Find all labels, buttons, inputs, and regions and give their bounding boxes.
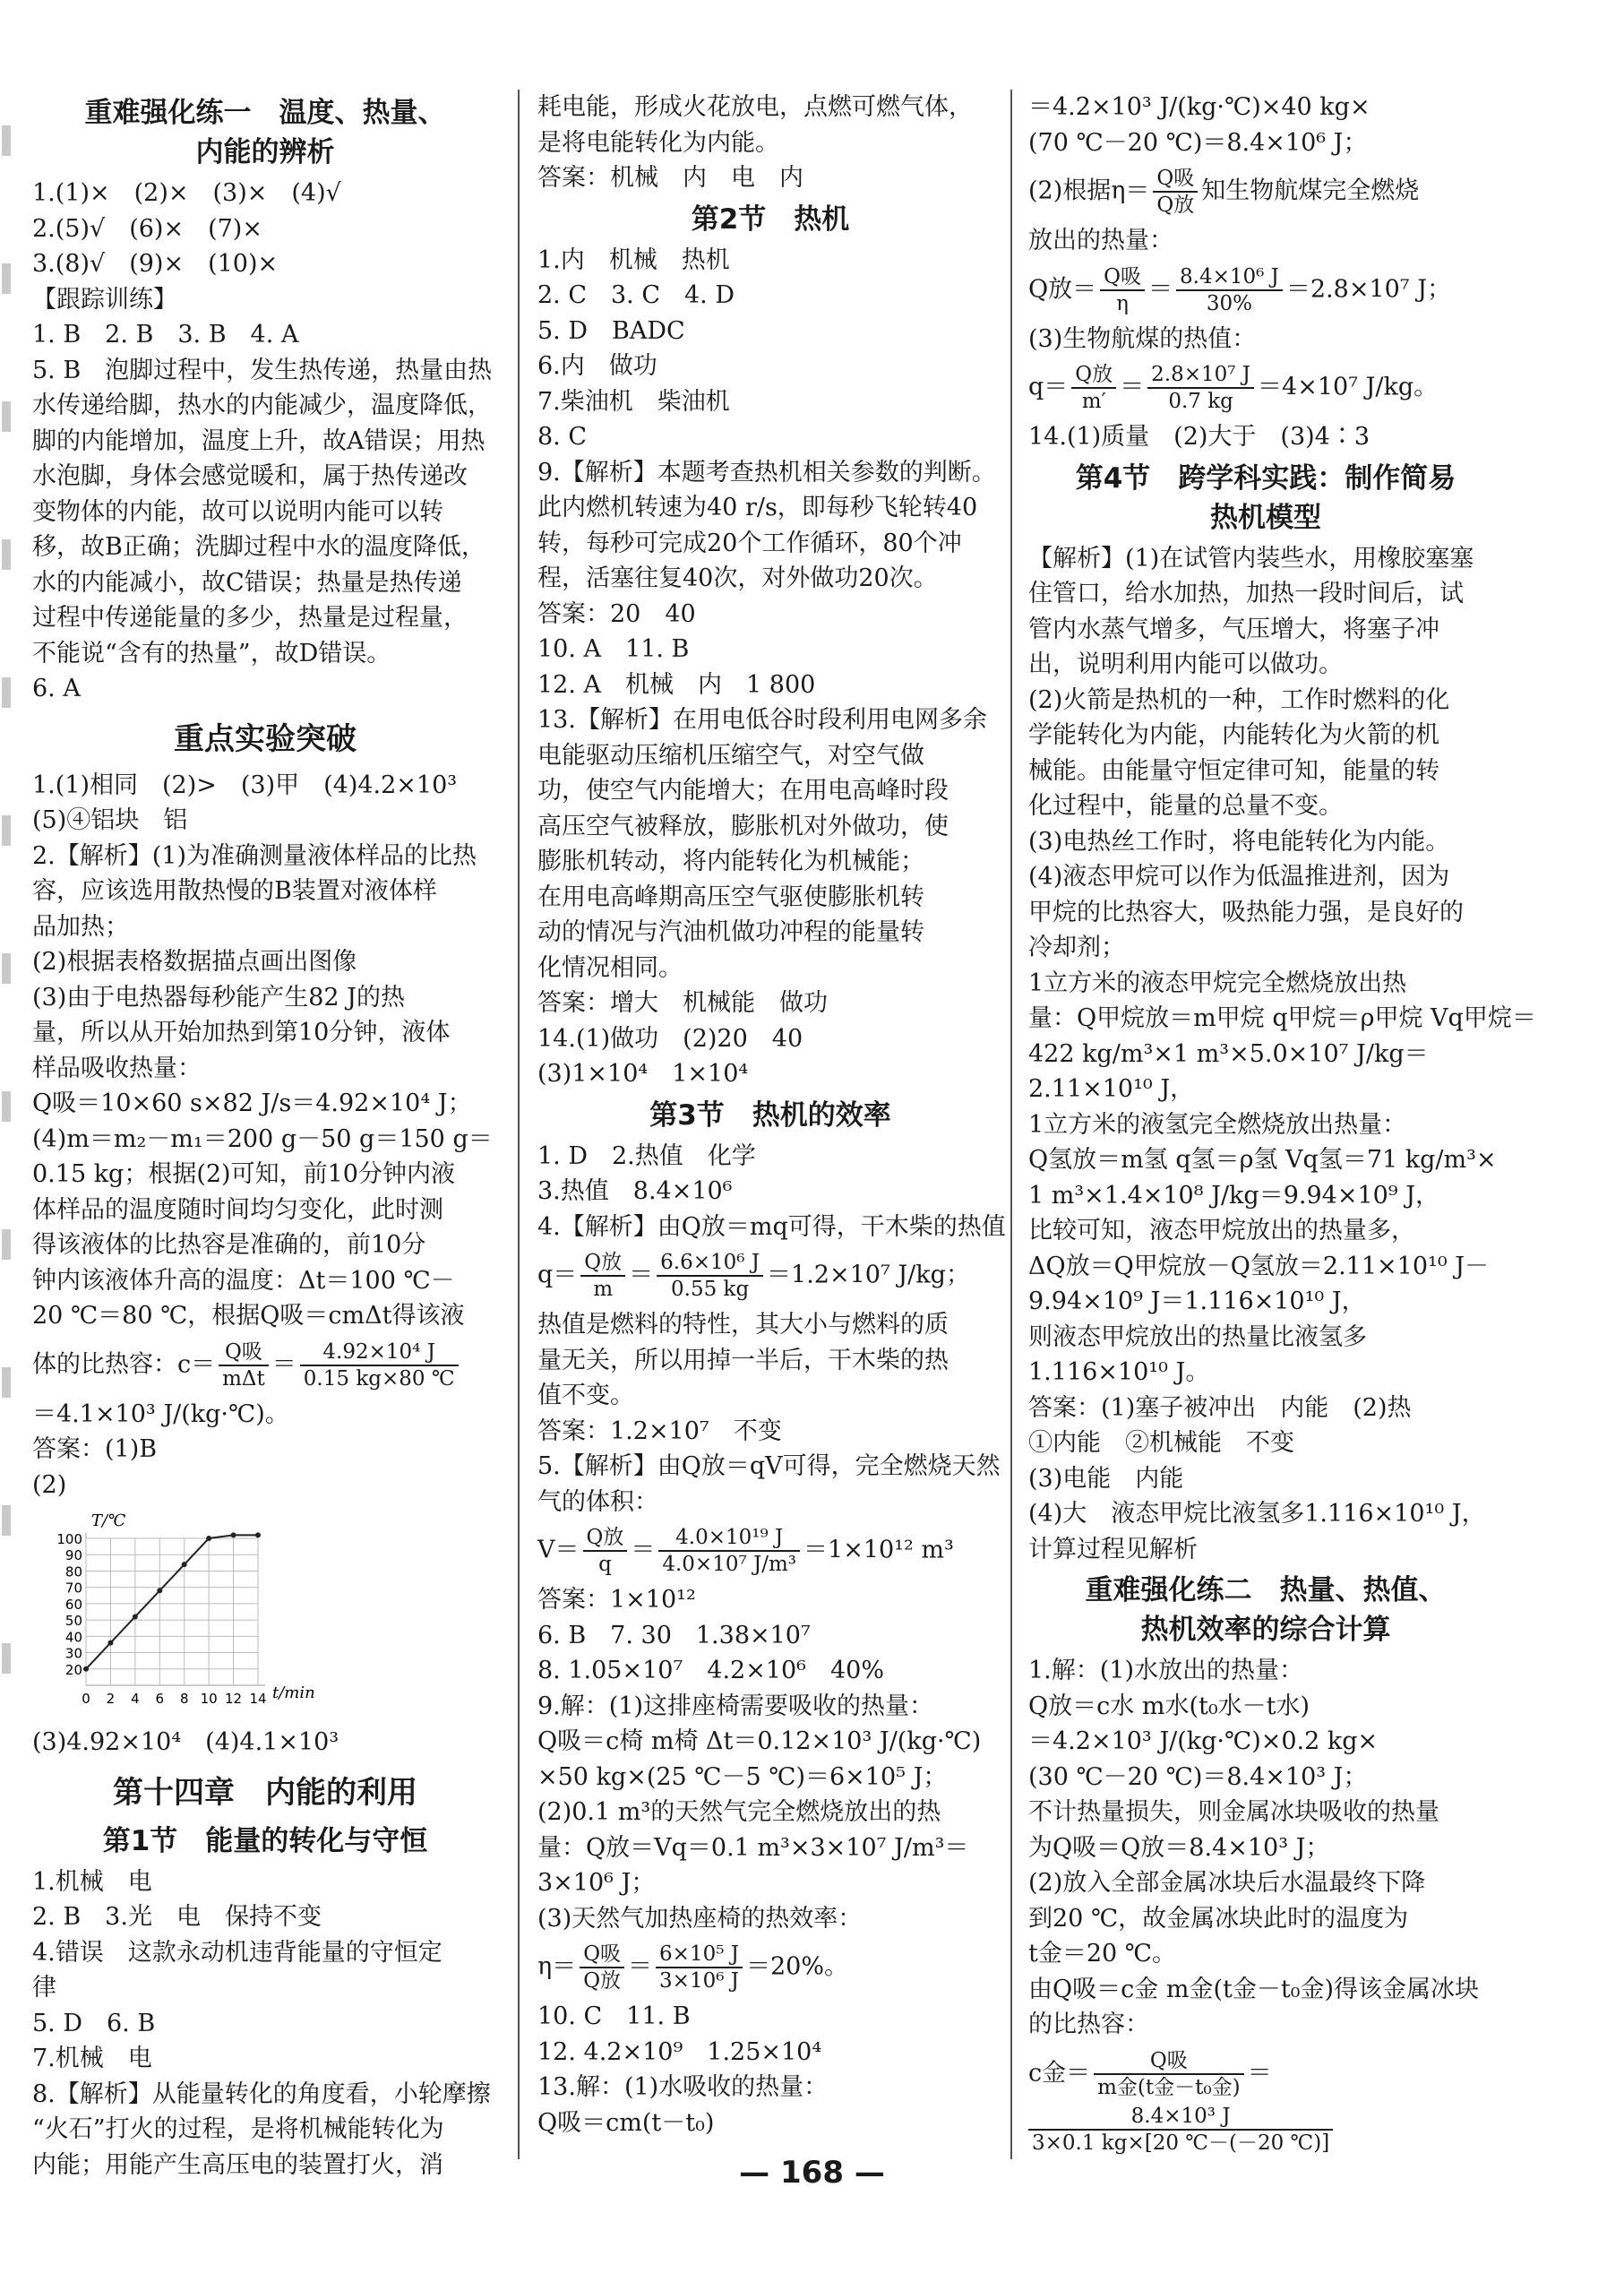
answer-block (32, 768, 498, 1334)
temperature-curve (86, 1535, 258, 1668)
formula-text: ＝ (628, 1952, 653, 1981)
formula-efficiency-def (1028, 160, 1503, 223)
section-title-1 (32, 93, 498, 172)
fraction (1028, 2104, 1333, 2156)
denominator: 0.55 kg (671, 1278, 750, 1301)
formula-specific-heat (32, 1334, 498, 1397)
y-tick-label: 60 (64, 1596, 82, 1613)
text-line: (2)0.1 m³的天然气完全燃烧放出的热 (537, 1798, 941, 1826)
answer-block (32, 176, 498, 707)
formula-text: ＝1×10¹² m³ (803, 1536, 954, 1564)
text-line: 转，每秒可完成20个工作循环，80个冲 (537, 529, 962, 557)
fraction (1071, 362, 1116, 414)
text-line: (3)4.92×10⁴ (4)4.1×10³ (32, 1728, 339, 1756)
numerator: 8.4×10³ J (1028, 2104, 1333, 2131)
fraction (300, 1339, 459, 1391)
formula-text: ＝ (631, 1536, 656, 1564)
text-line: 程，活塞往复40次，对外做功20次。 (537, 564, 938, 592)
text-line: 5. D 6. B (32, 2009, 156, 2037)
text-line: 3.热值 8.4×10⁶ (537, 1177, 733, 1205)
formula-efficiency (537, 1936, 1003, 1999)
x-tick-label: 10 (200, 1691, 218, 1707)
text-line: 水的内能减小，故C错误；热量是热传递 (32, 568, 462, 597)
text-line: Q氢放＝m氢 q氢＝ρ氢 Vq氢＝71 kg/m³× (1028, 1146, 1497, 1174)
text-line: Q吸＝cm(t－t₀) (537, 2108, 715, 2137)
formula-text: c金＝ (1028, 2059, 1091, 2087)
text-line: 动的情况与汽油机做功冲程的能量转 (537, 918, 924, 946)
text-line: 体样品的温度随时间均匀变化，此时测 (32, 1195, 443, 1224)
text-line: 脚的内能增加，温度上升，故A错误；用热 (32, 426, 485, 455)
text-line: 6. B 7. 30 1.38×10⁷ (537, 1621, 811, 1649)
text-line: 学能转化为内能，内能转化为火箭的机 (1028, 721, 1439, 749)
text-line: 4.【解析】由Q放＝mq可得，干木柴的热值 (537, 1212, 1006, 1241)
text-line: 到20 ℃，故金属冰块此时的温度为 (1028, 1904, 1409, 1933)
text-line: (4)液态甲烷可以作为低温推进剂，因为 (1028, 863, 1450, 891)
formula-text: (2)根据η＝ (1028, 177, 1150, 205)
text-line: 14.(1)做功 (2)20 40 (537, 1024, 803, 1053)
numerator: Q放 (580, 1250, 625, 1277)
y-tick-label: 50 (64, 1613, 82, 1630)
section-title-5: 第3节 热机的效率 (649, 1098, 891, 1132)
text-line: (4)大 液态甲烷比液氢多1.116×10¹⁰ J， (1028, 1500, 1486, 1528)
text-line: 冷却剂； (1028, 934, 1125, 961)
text-line: (3)生物航煤的热值： (1028, 324, 1257, 353)
column-3 (1028, 90, 1536, 2161)
formula-text: η＝ (537, 1952, 577, 1981)
fraction (219, 1339, 269, 1391)
text-line: (2)根据表格数据描点画出图像 (32, 948, 357, 976)
text-line: 由Q吸＝c金 m金(t金－t₀金)得该金属冰块 (1028, 1975, 1480, 2003)
answer-block (537, 1307, 1003, 1520)
text-line: 8. 1.05×10⁷ 4.2×10⁶ 40% (537, 1657, 885, 1684)
formula-text: ＝2.8×10⁷ J； (1285, 275, 1452, 303)
text-line: 3.(8)√ (9)× (10)× (32, 250, 279, 278)
denominator: η (1116, 291, 1129, 315)
text-line: 出，说明利用内能可以做功。 (1028, 650, 1343, 678)
text-line: 2.11×10¹⁰ J， (1028, 1075, 1195, 1103)
text-line: 1. D 2.热值 化学 (537, 1141, 756, 1170)
text-line: 答案：增大 机械能 做功 (537, 989, 828, 1017)
y-axis-ticks (56, 1531, 82, 1678)
formula-text: 体的比热容：c＝ (32, 1350, 216, 1378)
text-line: 量无关，所以用掉一半后，干木柴的热 (537, 1346, 949, 1374)
y-tick-label: 40 (64, 1629, 82, 1646)
fraction (657, 1250, 763, 1302)
x-tick-label: 12 (225, 1691, 243, 1707)
section-title-line: 第4节 跨学科实践：制作简易 (1075, 461, 1456, 495)
text-line: (2)放入全部金属冰块后水温最终下降 (1028, 1869, 1426, 1897)
x-tick-label: 8 (179, 1691, 189, 1707)
fraction (1153, 166, 1198, 218)
data-point (107, 1640, 113, 1646)
formula-gas-volume (537, 1520, 1003, 1582)
fraction (656, 1942, 743, 1994)
denominator: m′ (1081, 390, 1106, 413)
data-points (83, 1532, 261, 1671)
denominator: 3×10⁶ J (659, 1969, 739, 1993)
y-tick-label: 100 (56, 1531, 82, 1547)
text-line: Q吸＝10×60 s×82 J/s＝4.92×10⁴ J； (32, 1089, 472, 1117)
data-point (157, 1588, 162, 1593)
answer-block (537, 90, 1003, 196)
text-line: 放出的热量： (1028, 227, 1173, 254)
text-line: 化过程中，能量的总量不变。 (1028, 792, 1343, 820)
text-line: 品加热； (32, 912, 129, 941)
text-line: 9.【解析】本题考查热机相关参数的判断。 (537, 458, 996, 487)
text-line: 答案：1.2×10⁷ 不变 (537, 1417, 782, 1445)
text-line: (3)天然气加热座椅的热效率： (537, 1904, 863, 1933)
text-line: 1.机械 电 (32, 1867, 152, 1896)
data-point (231, 1532, 236, 1537)
text-line: ΔQ放＝Q甲烷放－Q氢放＝2.11×10¹⁰ J－ (1028, 1252, 1490, 1280)
answer-block (1028, 322, 1503, 357)
fraction (580, 1250, 625, 1302)
denominator: Q放 (583, 1969, 622, 1993)
text-line: 答案：20 40 (537, 599, 696, 628)
formula-text: q＝ (537, 1261, 578, 1289)
fraction (1147, 362, 1254, 414)
column-divider-2 (1010, 90, 1012, 2159)
binding-margin (0, 125, 13, 2007)
formula-text: ＝ (271, 1350, 296, 1378)
text-line: 械能。由能量守恒定律可知，能量的转 (1028, 756, 1439, 785)
text-line: 不能说“含有的热量”，故D错误。 (32, 639, 391, 667)
section-title-6 (1028, 459, 1503, 538)
text-line: 9.94×10⁹ J＝1.116×10¹⁰ J， (1028, 1287, 1366, 1315)
text-line: 甲烷的比热容大，吸热能力强，是良好的 (1028, 898, 1464, 926)
text-line: 2.(5)√ (6)× (7)× (32, 214, 262, 243)
text-line: (3)电热丝工作时，将电能转化为内能。 (1028, 827, 1450, 856)
text-line: 6. A (32, 675, 81, 702)
text-line: 内能；用能产生高压电的装置打火，消 (32, 2150, 443, 2179)
formula-text: ＝4×10⁷ J/kg。 (1258, 373, 1439, 401)
text-line: Q放＝c水 m水(t₀水－t水) (1028, 1692, 1310, 1720)
text-line: 5.【解析】由Q放＝qV可得，完全燃烧天然 (537, 1452, 1001, 1480)
text-line: 钟内该液体升高的温度：Δt＝100 ℃－ (32, 1266, 455, 1295)
formula-text: V＝ (537, 1536, 580, 1564)
formula-text: 知生物航煤完全燃烧 (1201, 177, 1420, 205)
text-line: ×50 kg×(25 ℃－5 ℃)＝6×10⁵ J； (537, 1762, 948, 1791)
numerator: Q吸 (1100, 264, 1145, 291)
text-line: 化情况相同。 (537, 953, 683, 982)
text-line: 10. A 11. B (537, 635, 690, 663)
y-tick-label: 80 (64, 1563, 82, 1580)
grid-lines (86, 1538, 258, 1685)
text-line: 4.错误 这款永动机违背能量的守恒定 (32, 1938, 443, 1967)
text-line: 答案：(1)B (32, 1435, 158, 1463)
denominator: Q放 (1156, 194, 1195, 217)
denominator: mΔt (222, 1366, 265, 1391)
text-line: 耗电能，形成火花放电，点燃可燃气体， (537, 93, 973, 121)
section-title-line: 热机效率的综合计算 (1140, 1614, 1391, 1646)
text-line: 8.【解析】从能量转化的角度看，小轮摩擦 (32, 2080, 491, 2108)
text-line: 13.【解析】在用电低谷时段利用电网多余 (537, 706, 987, 734)
text-line: 膨胀机转动，将内能转化为机械能； (537, 848, 924, 875)
denominator: q (598, 1553, 612, 1576)
text-line: ＝4.1×10³ J/(kg·℃)。 (32, 1399, 289, 1428)
y-axis-label: T/℃ (91, 1511, 126, 1530)
y-tick-label: 30 (64, 1645, 82, 1662)
y-tick-label: 90 (64, 1547, 82, 1564)
formula-metal-specific-heat (1028, 2043, 1503, 2161)
text-line: 功，使空气内能增大；在用电高峰时段 (537, 777, 949, 805)
text-line: 热值是燃料的特性，其大小与燃料的质 (537, 1311, 949, 1339)
answer-block (32, 1397, 498, 1503)
numerator: Q吸 (580, 1942, 624, 1968)
y-tick-label: 70 (64, 1580, 82, 1597)
text-line: 答案：(1)塞子被冲出 内能 (2)热 (1028, 1393, 1412, 1422)
text-line: 管内水蒸气增多，气压增大，将塞子冲 (1028, 615, 1439, 643)
formula-text: ＝ (1247, 2059, 1272, 2087)
fraction (1100, 264, 1145, 316)
answer-block (1028, 90, 1503, 160)
answer-block (32, 1864, 498, 2183)
text-line: 容，应该选用散热慢的B装置对液体样 (32, 877, 437, 905)
formula-text: ＝ (1120, 373, 1145, 401)
text-line: 答案：机械 内 电 内 (537, 164, 803, 192)
text-line: 住管口，给水加热，加热一段时间后，试 (1028, 580, 1464, 607)
text-line: 电能驱动压缩机压缩空气，对空气做 (537, 741, 924, 770)
numerator: 2.8×10⁷ J (1147, 362, 1254, 389)
fraction (658, 1525, 800, 1577)
x-tick-label: 4 (131, 1691, 140, 1707)
formula-heat-released (1028, 259, 1503, 322)
text-line: 1.(1)× (2)× (3)× (4)√ (32, 179, 341, 207)
numerator: 8.4×10⁶ J (1176, 264, 1283, 291)
formula-text: ＝ (629, 1261, 654, 1289)
text-line: 12. 4.2×10⁹ 1.25×10⁴ (537, 2037, 822, 2066)
text-line: 为Q吸＝Q放＝8.4×10³ J； (1028, 1833, 1330, 1862)
text-line: 9.解：(1)这排座椅需要吸收的热量： (537, 1692, 934, 1720)
text-line: 1.116×10¹⁰ J。 (1028, 1358, 1210, 1386)
formula-text: Q放＝ (1028, 275, 1097, 303)
formula-heat-value (537, 1244, 1003, 1307)
column-divider-1 (518, 90, 520, 2159)
formula-text: q＝ (1028, 373, 1069, 401)
text-line: 1立方米的液氢完全燃烧放出热量： (1028, 1110, 1407, 1139)
y-tick-label: 20 (64, 1661, 82, 1678)
text-line: 2. C 3. C 4. D (537, 281, 735, 309)
numerator: Q吸 (219, 1339, 269, 1366)
formula-fuel-value (1028, 357, 1503, 419)
text-line: (5)④铝块 铝 (32, 806, 188, 834)
text-line: “火石”打火的过程，是将机械能转化为 (32, 2115, 444, 2143)
text-line: 计算过程见解析 (1028, 1535, 1198, 1563)
text-line: 则液态甲烷放出的热量比液氢多 (1028, 1322, 1367, 1351)
answer-block (537, 1999, 1003, 2140)
denominator: 0.15 kg×80 ℃ (303, 1366, 455, 1391)
text-line: 20 ℃＝80 ℃，根据Q吸＝cmΔt得该液 (32, 1302, 465, 1330)
text-line: 1 m³×1.4×10⁸ J/kg＝9.94×10⁹ J， (1028, 1181, 1440, 1210)
text-line: 1.内 机械 热机 (537, 245, 730, 274)
text-line: 水传递给脚，热水的内能减少，温度降低， (32, 392, 492, 419)
answer-block (1028, 541, 1536, 1568)
column-2 (537, 90, 1006, 2140)
text-line: (30 ℃－20 ℃)＝8.4×10³ J； (1028, 1762, 1368, 1791)
section-title-7 (1028, 1571, 1503, 1649)
section-title-2: 重点实验突破 (174, 720, 357, 757)
numerator: 4.92×10⁴ J (300, 1339, 459, 1366)
section-title-line: 重难强化练二 热量、热值、 (1085, 1574, 1447, 1606)
text-line: Q吸＝c椅 m椅 Δt＝0.12×10³ J/(kg·℃) (537, 1727, 982, 1755)
numerator: 6.6×10⁶ J (657, 1250, 763, 1277)
text-line: (2)火箭是热机的一种，工作时燃料的化 (1028, 685, 1450, 714)
text-line: 答案：1×10¹² (537, 1586, 696, 1614)
text-line: 的比热容： (1028, 2011, 1149, 2038)
text-line: 高压空气被释放，膨胀机对外做功，使 (537, 812, 949, 840)
text-line: ＝4.2×10³ J/(kg·℃)×0.2 kg× (1028, 1727, 1379, 1755)
text-line: (3)由于电热器每秒能产生82 J的热 (32, 983, 406, 1012)
text-line: 得该液体的比热容是准确的，前10分 (32, 1231, 426, 1259)
text-line: 8. C (537, 423, 588, 451)
text-line: 水泡脚，身体会感觉暖和，属于热传递改 (32, 462, 468, 490)
formula-text: ＝ (1148, 275, 1173, 303)
text-line: 样品吸收热量： (32, 1054, 202, 1082)
text-line: 是将电能转化为内能。 (537, 128, 779, 157)
column-1 (32, 90, 498, 2183)
section-title-line: 重难强化练一 温度、热量、 (84, 97, 446, 129)
data-point (255, 1532, 261, 1537)
numerator: 4.0×10¹⁹ J (658, 1525, 800, 1552)
text-line: 不计热量损失，则金属冰块吸收的热量 (1028, 1798, 1439, 1826)
text-line: ①内能 ②机械能 不变 (1028, 1429, 1294, 1457)
section-title-line: 热机模型 (1210, 501, 1321, 534)
answer-block (32, 1725, 498, 1761)
section-title-line: 内能的辨析 (195, 136, 335, 168)
data-point (133, 1614, 138, 1619)
fraction (1176, 264, 1283, 316)
text-line: 气的体积： (537, 1487, 658, 1516)
text-line: 13.解：(1)水吸收的热量： (537, 2073, 829, 2101)
chapter-title: 第十四章 内能的利用 (113, 1774, 417, 1811)
answer-block (1028, 223, 1503, 259)
text-line: (3)1×10⁴ 1×10⁴ (537, 1060, 749, 1088)
text-line: 量：Q甲烷放＝m甲烷 q甲烷＝ρ甲烷 Vq甲烷＝ (1028, 1004, 1536, 1032)
text-line: (2) (32, 1470, 67, 1499)
x-tick-label: 14 (249, 1691, 267, 1707)
x-axis-ticks (82, 1691, 266, 1707)
denominator: m (593, 1278, 614, 1301)
text-line: 在用电高峰期高压空气驱使膨胀机转 (537, 883, 924, 911)
denominator: 3×0.1 kg×[20 ℃－(－20 ℃)] (1032, 2131, 1330, 2155)
text-line: 3×10⁶ J； (537, 1869, 656, 1897)
formula-text: ＝1.2×10⁷ J/kg； (767, 1261, 970, 1289)
text-line: 过程中传递能量的多少，热量是过程量， (32, 604, 468, 632)
fraction (583, 1525, 628, 1577)
text-line: 变物体的内能，故可以说明内能可以转 (32, 497, 443, 526)
text-line: 【跟踪训练】 (32, 285, 177, 314)
graph-grid (86, 1533, 265, 1685)
text-line: 12. A 机械 内 1 800 (537, 670, 816, 699)
denominator: m金(t金－t₀金) (1097, 2075, 1241, 2099)
text-line: 10. C 11. B (537, 2002, 691, 2030)
text-line: 量：Q放＝Vq＝0.1 m³×3×10⁷ J/m³＝ (537, 1833, 969, 1862)
answer-block (537, 1582, 1003, 1936)
answer-block (537, 1139, 1006, 1245)
data-point (206, 1536, 211, 1541)
text-line: 1.解：(1)水放出的热量： (1028, 1657, 1304, 1684)
answer-block (537, 243, 1003, 1092)
page-number: — 168 — (739, 2155, 885, 2191)
numerator: Q吸 (1153, 166, 1198, 193)
data-point (83, 1666, 89, 1672)
x-axis-label: t/min (272, 1684, 315, 1702)
fraction (580, 1942, 624, 1994)
x-tick-label: 6 (155, 1691, 165, 1707)
text-line: 5. D BADC (537, 316, 685, 345)
text-line: (4)m＝m₂－m₁＝200 g－50 g＝150 g＝ (32, 1124, 493, 1153)
numerator: Q放 (583, 1525, 628, 1552)
numerator: Q放 (1071, 362, 1116, 389)
text-line: 比较可知，液态甲烷放出的热量多， (1028, 1217, 1415, 1244)
x-tick-label: 2 (106, 1691, 116, 1707)
text-line: 6.内 做功 (537, 352, 657, 380)
formula-text: ＝20%。 (745, 1952, 848, 1981)
text-line: 2.【解析】(1)为准确测量液体样品的比热 (32, 841, 477, 870)
temperature-time-graph (50, 1506, 319, 1721)
text-line: 14.(1)质量 (2)大于 (3)4∶3 (1028, 423, 1371, 451)
text-line: (3)电能 内能 (1028, 1464, 1184, 1493)
numerator: 6×10⁵ J (656, 1942, 743, 1968)
text-line: 1立方米的液态甲烷完全燃烧放出热 (1028, 969, 1407, 997)
text-line: 律 (32, 1974, 56, 2002)
denominator: 0.7 kg (1168, 390, 1233, 413)
text-line: 1.(1)相同 (2)> (3)甲 (4)4.2×10³ (32, 771, 458, 799)
answer-block (1028, 1653, 1503, 2043)
text-line: 值不变。 (537, 1382, 634, 1409)
text-line: 422 kg/m³×1 m³×5.0×10⁷ J/kg＝ (1028, 1039, 1429, 1068)
text-line: 移，故B正确；洗脚过程中水的温度降低， (32, 533, 485, 561)
fraction (1094, 2048, 1243, 2100)
text-line: 2. B 3.光 电 保持不变 (32, 1903, 322, 1931)
section-title-3: 第1节 能量的转化与守恒 (102, 1824, 428, 1857)
text-line: 1. B 2. B 3. B 4. A (32, 321, 299, 349)
text-line: 量，所以从开始加热到第10分钟，液体 (32, 1019, 451, 1046)
denominator: 4.0×10⁷ J/m³ (662, 1553, 797, 1576)
x-tick-label: 0 (82, 1691, 90, 1707)
text-line: 【解析】(1)在试管内装些水，用橡胶塞塞 (1028, 544, 1474, 573)
denominator: 30% (1206, 291, 1252, 315)
text-line: 0.15 kg；根据(2)可知，前10分钟内液 (32, 1160, 455, 1188)
text-line: 5. B 泡脚过程中，发生热传递，热量由热 (32, 356, 493, 384)
section-title-4: 第2节 热机 (691, 202, 850, 236)
numerator: Q吸 (1094, 2048, 1243, 2075)
text-line: ＝4.2×10³ J/(kg·℃)×40 kg× (1028, 93, 1371, 121)
text-line: 7.机械 电 (32, 2045, 152, 2072)
text-line: (70 ℃－20 ℃)＝8.4×10⁶ J； (1028, 128, 1368, 157)
answer-block (1028, 419, 1503, 455)
text-line: 此内燃机转速为40 r/s，即每秒飞轮转40 (537, 494, 978, 521)
data-point (182, 1562, 187, 1567)
text-line: 7.柴油机 柴油机 (537, 387, 730, 416)
text-line: t金＝20 ℃。 (1028, 1940, 1176, 1968)
